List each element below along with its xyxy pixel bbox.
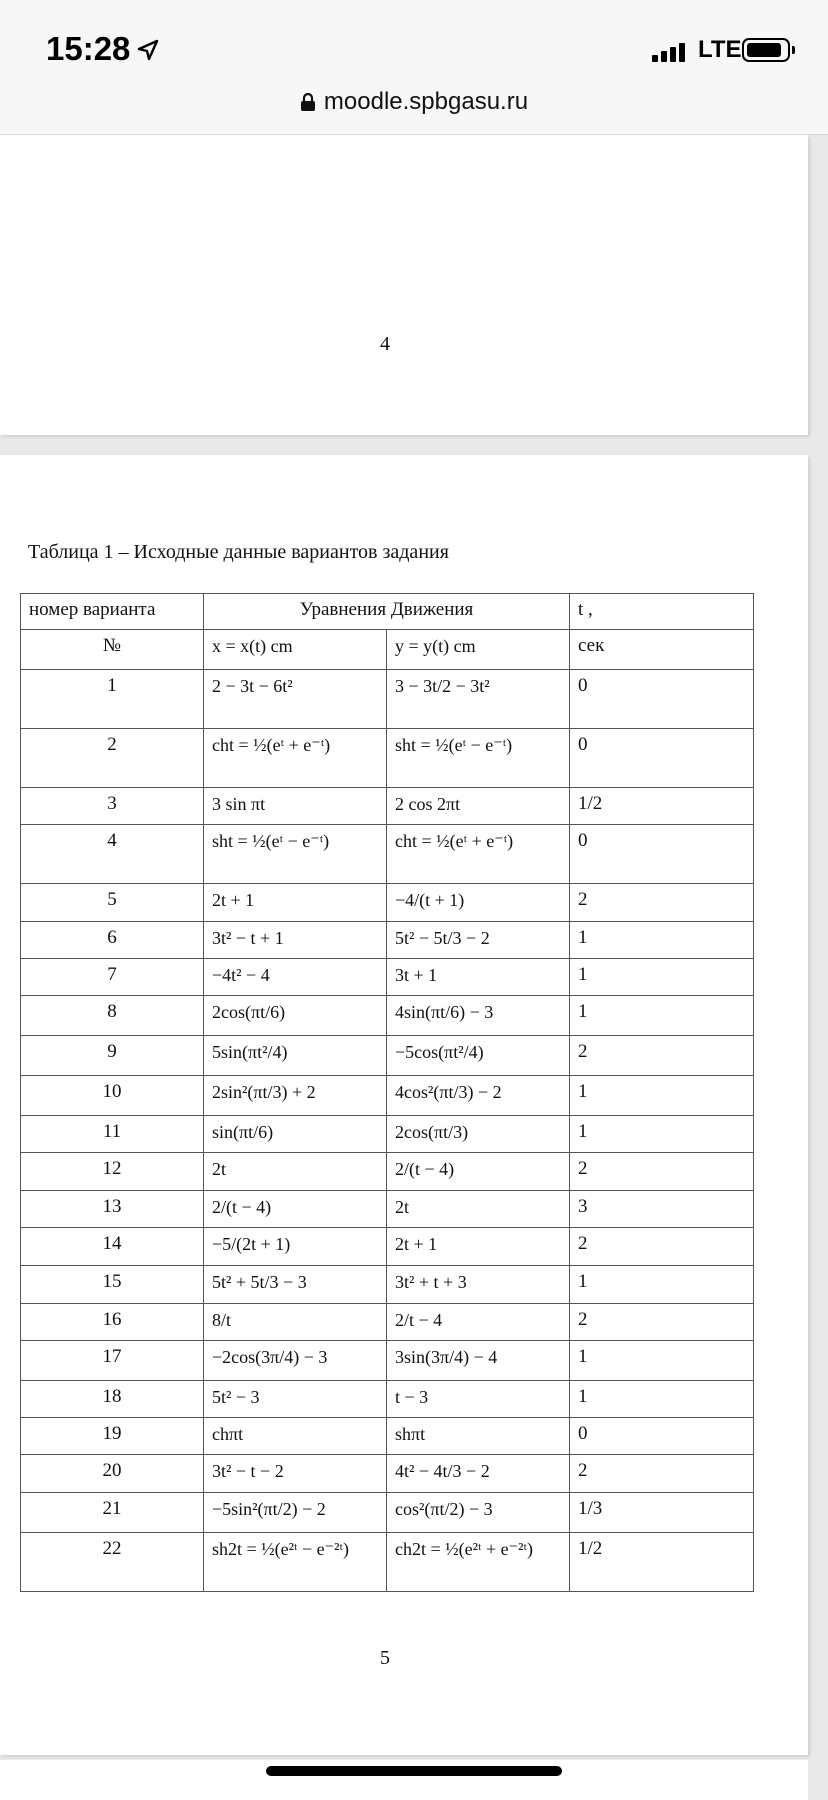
lock-icon xyxy=(300,92,316,112)
row-number: 18 xyxy=(21,1381,204,1418)
row-x: cht = ½(eᵗ + e⁻ᵗ) xyxy=(204,729,387,788)
table-row xyxy=(21,1191,754,1228)
signal-strength-icon xyxy=(652,40,692,62)
row-t: 2 xyxy=(570,1455,754,1493)
table-row xyxy=(21,1076,754,1116)
row-t: 0 xyxy=(570,670,754,729)
row-number: 7 xyxy=(21,959,204,996)
row-x: 2sin²(πt/3) + 2 xyxy=(204,1076,387,1116)
row-y: 2t + 1 xyxy=(387,1228,570,1266)
row-x: chπt xyxy=(204,1418,387,1455)
location-arrow-icon xyxy=(136,38,160,62)
row-t: 3 xyxy=(570,1191,754,1228)
row-y: −4/(t + 1) xyxy=(387,884,570,922)
row-t: 0 xyxy=(570,825,754,884)
page-number: 4 xyxy=(380,333,390,355)
row-number: 10 xyxy=(21,1076,204,1116)
row-x: 8/t xyxy=(204,1304,387,1341)
row-y: 3t + 1 xyxy=(387,959,570,996)
row-x: 2t + 1 xyxy=(204,884,387,922)
row-y: shπt xyxy=(387,1418,570,1455)
row-number: 3 xyxy=(21,788,204,825)
row-number: 2 xyxy=(21,729,204,788)
row-x: −5/(2t + 1) xyxy=(204,1228,387,1266)
row-number: 6 xyxy=(21,922,204,959)
table-row xyxy=(21,1381,754,1418)
table-row xyxy=(21,670,754,729)
row-t: 0 xyxy=(570,1418,754,1455)
row-number: 16 xyxy=(21,1304,204,1341)
status-bar xyxy=(0,0,828,96)
status-time: 15:28 xyxy=(46,30,131,67)
row-number: 20 xyxy=(21,1455,204,1493)
row-y: cos²(πt/2) − 3 xyxy=(387,1493,570,1533)
network-type: LTE xyxy=(698,36,742,63)
row-t: 1 xyxy=(570,959,754,996)
header-x: x = x(t) cm xyxy=(204,630,387,670)
row-t: 1 xyxy=(570,996,754,1036)
table-row xyxy=(21,1036,754,1076)
row-number: 15 xyxy=(21,1266,204,1304)
row-t: 1/3 xyxy=(570,1493,754,1533)
row-number: 17 xyxy=(21,1341,204,1381)
row-x: 3 sin πt xyxy=(204,788,387,825)
table-row xyxy=(21,788,754,825)
row-y: 4t² − 4t/3 − 2 xyxy=(387,1455,570,1493)
address-bar[interactable] xyxy=(0,86,828,135)
page-number: 5 xyxy=(380,1647,390,1669)
row-x: −2cos(3π/4) − 3 xyxy=(204,1341,387,1381)
row-y: 3t² + t + 3 xyxy=(387,1266,570,1304)
table-row xyxy=(21,922,754,959)
row-t: 1 xyxy=(570,922,754,959)
table-subheader-row xyxy=(21,630,754,670)
table-row xyxy=(21,1116,754,1153)
row-x: 3t² − t − 2 xyxy=(204,1455,387,1493)
row-number: 12 xyxy=(21,1153,204,1191)
row-t: 0 xyxy=(570,729,754,788)
row-y: t − 3 xyxy=(387,1381,570,1418)
row-number: 22 xyxy=(21,1533,204,1592)
row-t: 2 xyxy=(570,1304,754,1341)
row-number: 11 xyxy=(21,1116,204,1153)
table-row xyxy=(21,1455,754,1493)
row-t: 1 xyxy=(570,1266,754,1304)
row-x: 2cos(πt/6) xyxy=(204,996,387,1036)
row-number: 1 xyxy=(21,670,204,729)
table-header-row xyxy=(21,594,754,630)
table-row xyxy=(21,729,754,788)
row-x: 5t² + 5t/3 − 3 xyxy=(204,1266,387,1304)
table-row xyxy=(21,1341,754,1381)
row-y: 3 − 3t/2 − 3t² xyxy=(387,670,570,729)
table-row xyxy=(21,884,754,922)
row-x: 2 − 3t − 6t² xyxy=(204,670,387,729)
row-t: 2 xyxy=(570,1036,754,1076)
header-t: t , xyxy=(570,594,754,630)
header-unit: сек xyxy=(570,630,754,670)
row-t: 2 xyxy=(570,1153,754,1191)
row-x: sin(πt/6) xyxy=(204,1116,387,1153)
home-indicator[interactable] xyxy=(266,1766,562,1776)
row-x: −5sin²(πt/2) − 2 xyxy=(204,1493,387,1533)
row-y: 2t xyxy=(387,1191,570,1228)
row-t: 1/2 xyxy=(570,1533,754,1592)
table-row xyxy=(21,1153,754,1191)
row-t: 1 xyxy=(570,1381,754,1418)
row-y: 4cos²(πt/3) − 2 xyxy=(387,1076,570,1116)
header-num-sign: № xyxy=(21,630,204,670)
row-t: 1 xyxy=(570,1076,754,1116)
table-row xyxy=(21,1304,754,1341)
row-y: 2/(t − 4) xyxy=(387,1153,570,1191)
row-y: 2cos(πt/3) xyxy=(387,1116,570,1153)
row-t: 2 xyxy=(570,884,754,922)
row-y: 2 cos 2πt xyxy=(387,788,570,825)
row-x: −4t² − 4 xyxy=(204,959,387,996)
table-row xyxy=(21,1228,754,1266)
row-x: 3t² − t + 1 xyxy=(204,922,387,959)
row-t: 1 xyxy=(570,1341,754,1381)
battery-icon xyxy=(742,38,790,62)
row-y: 4sin(πt/6) − 3 xyxy=(387,996,570,1036)
row-y: 2/t − 4 xyxy=(387,1304,570,1341)
table-row xyxy=(21,996,754,1036)
row-number: 19 xyxy=(21,1418,204,1455)
table-row xyxy=(21,959,754,996)
row-t: 2 xyxy=(570,1228,754,1266)
header-variant: номер варианта xyxy=(21,594,204,630)
table-row xyxy=(21,1266,754,1304)
row-y: ch2t = ½(e²ᵗ + e⁻²ᵗ) xyxy=(387,1533,570,1592)
row-number: 8 xyxy=(21,996,204,1036)
row-x: sh2t = ½(e²ᵗ − e⁻²ᵗ) xyxy=(204,1533,387,1592)
header-equations: Уравнения Движения xyxy=(204,594,570,630)
table-row xyxy=(21,1493,754,1533)
row-x: 5sin(πt²/4) xyxy=(204,1036,387,1076)
row-t: 1 xyxy=(570,1116,754,1153)
row-y: 3sin(3π/4) − 4 xyxy=(387,1341,570,1381)
header-y: y = y(t) cm xyxy=(387,630,570,670)
table-row xyxy=(21,1418,754,1455)
row-y: −5cos(πt²/4) xyxy=(387,1036,570,1076)
row-number: 13 xyxy=(21,1191,204,1228)
row-number: 4 xyxy=(21,825,204,884)
table-row xyxy=(21,825,754,884)
row-x: 5t² − 3 xyxy=(204,1381,387,1418)
row-number: 14 xyxy=(21,1228,204,1266)
table-caption: Таблица 1 – Исходные данные вариантов задания xyxy=(28,541,449,563)
row-x: 2t xyxy=(204,1153,387,1191)
row-x: sht = ½(eᵗ − e⁻ᵗ) xyxy=(204,825,387,884)
row-number: 5 xyxy=(21,884,204,922)
url-text[interactable]: moodle.spbgasu.ru xyxy=(323,88,529,115)
table-row xyxy=(21,1533,754,1592)
document-page-5 xyxy=(0,455,808,1755)
row-number: 9 xyxy=(21,1036,204,1076)
row-y: cht = ½(eᵗ + e⁻ᵗ) xyxy=(387,825,570,884)
row-y: 5t² − 5t/3 − 2 xyxy=(387,922,570,959)
row-t: 1/2 xyxy=(570,788,754,825)
row-number: 21 xyxy=(21,1493,204,1533)
document-page-4 xyxy=(0,135,808,435)
row-y: sht = ½(eᵗ − e⁻ᵗ) xyxy=(387,729,570,788)
row-x: 2/(t − 4) xyxy=(204,1191,387,1228)
variants-table xyxy=(20,593,754,1592)
